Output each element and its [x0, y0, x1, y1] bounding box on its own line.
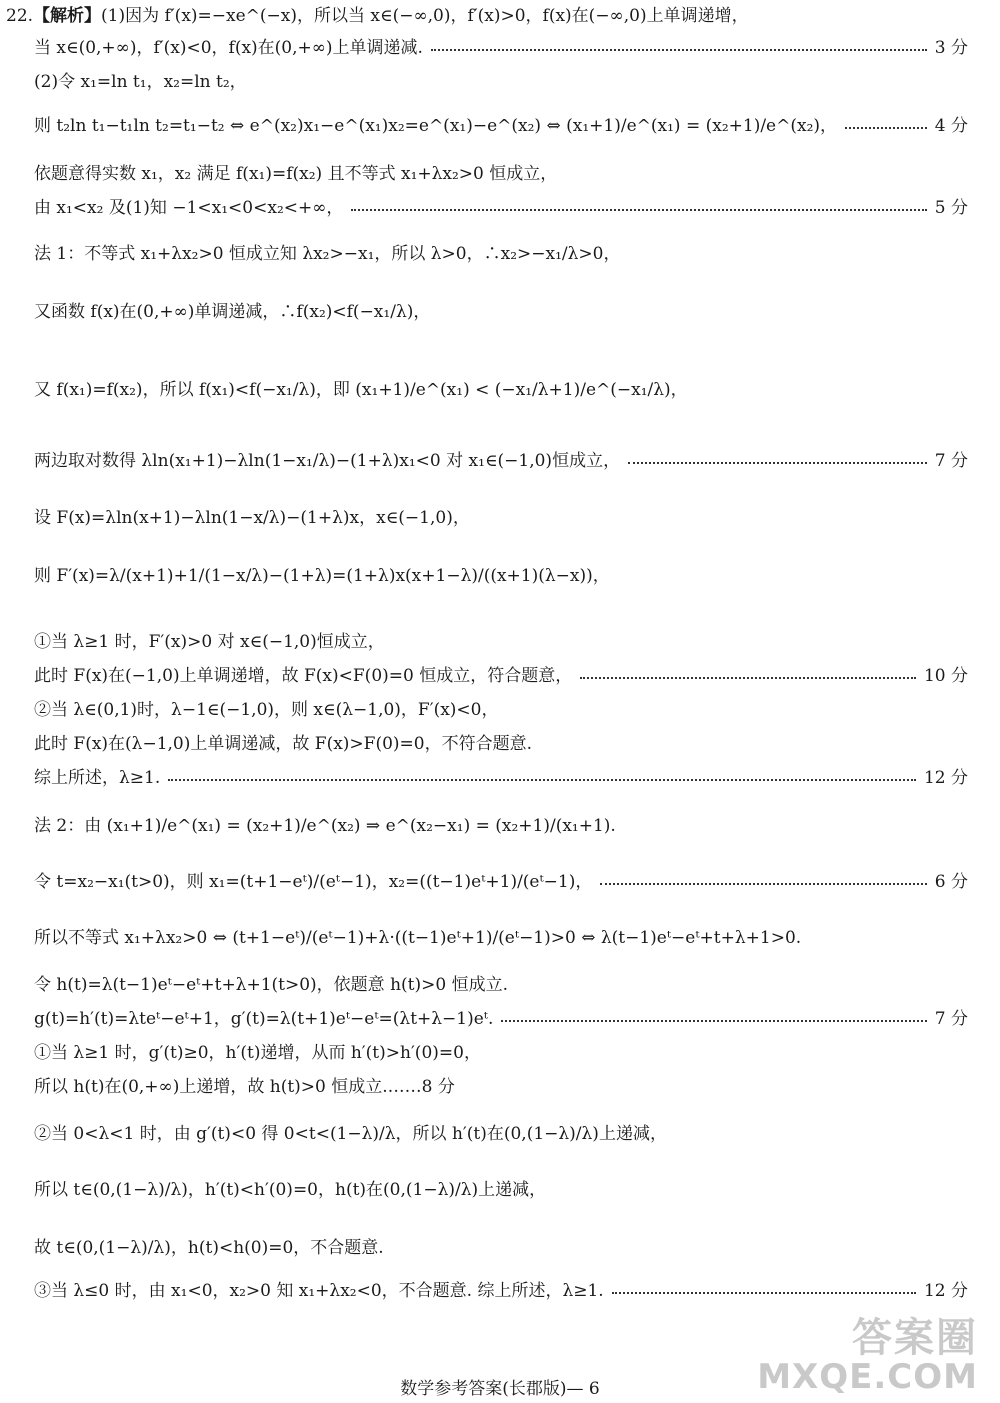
line-text: ②当 λ∈(0,1)时，λ−1∈(−1,0)，则 x∈(λ−1,0)，F′(x)<0，	[34, 700, 499, 720]
solution-line-24	[34, 1075, 968, 1099]
dotted-leader	[501, 1020, 926, 1022]
solution-line-13	[34, 630, 968, 654]
score-mark: 10 分	[923, 666, 968, 686]
solution-line-27	[34, 1234, 968, 1262]
line-text: 所以不等式 x₁+λx₂>0 ⇔ (t+1−eᵗ)/(eᵗ−1)+λ·((t−1)eᵗ+1)/(eᵗ−1)>0 ⇔ λ(t−1)eᵗ−eᵗ+t+λ+1>0.	[34, 928, 802, 948]
solution-line-28	[34, 1279, 968, 1303]
line-text: ②当 0<λ<1 时，由 g′(t)<0 得 0<t<(1−λ)/λ，所以 h′(t)在(0,(1−λ)/λ)上递减，	[34, 1124, 667, 1144]
analysis-header: 【解析】	[33, 6, 102, 26]
line-text: 法 2：由 (x₁+1)/e^(x₁) = (x₂+1)/e^(x₂) ⇒ e^(x₂−x₁) = (x₂+1)/(x₁+1).	[34, 816, 616, 836]
score-mark: 6 分	[934, 872, 968, 892]
solution-line-6	[34, 196, 968, 220]
solution-line-5	[34, 162, 968, 186]
dotted-leader	[628, 462, 927, 464]
line-text: 又 f(x₁)=f(x₂)，所以 f(x₁)<f(−x₁/λ)，即 (x₁+1)/e^(x₁) < (−x₁/λ+1)/e^(−x₁/λ)，	[34, 380, 688, 400]
solution-line-19	[34, 868, 968, 896]
dotted-leader	[580, 677, 916, 679]
score-mark: 3 分	[934, 38, 968, 58]
line-text: 所以 t∈(0,(1−λ)/λ)，h′(t)<h′(0)=0，h(t)在(0,(1−λ)/λ)上递减，	[34, 1180, 547, 1200]
line-text: 综上所述，λ≥1.	[34, 768, 161, 788]
solution-line-3	[34, 70, 968, 94]
page-footer: 数学参考答案(长郡版)— 6	[400, 1379, 600, 1399]
line-text: 两边取对数得 λln(x₁+1)−λln(1−x₁/λ)−(1+λ)x₁<0 对 x₁∈(−1,0)恒成立，	[34, 451, 621, 471]
solution-line-18	[34, 812, 968, 840]
line-text: ①当 λ≥1 时，g′(t)≥0，h′(t)递增，从而 h′(t)>h′(0)=0，	[34, 1043, 481, 1063]
score-mark: 5 分	[934, 198, 968, 218]
solution-line-7	[34, 240, 968, 268]
solution-line-17	[34, 766, 968, 790]
solution-line-8	[34, 298, 968, 326]
dotted-leader	[845, 127, 927, 129]
line-text: 则 t₂ln t₁−t₁ln t₂=t₁−t₂ ⇔ e^(x₂)x₁−e^(x₁)x₂=e^(x₁)−e^(x₂) ⇔ (x₁+1)/e^(x₁) = (x₂+1)/e^(x₂)，	[34, 116, 838, 136]
score-mark: 4 分	[934, 116, 968, 136]
line-text: 设 F(x)=λln(x+1)−λln(1−x/λ)−(1+λ)x，x∈(−1,0)，	[34, 508, 470, 528]
watermark-text-top: 答案圈	[852, 1315, 978, 1361]
score-mark: 7 分	[934, 451, 968, 471]
line-text: 此时 F(x)在(−1,0)上单调递增，故 F(x)<F(0)=0 恒成立，符合题意，	[34, 666, 573, 686]
line-text: ③当 λ≤0 时，由 x₁<0，x₂>0 知 x₁+λx₂<0，不合题意. 综上所述，λ≥1.	[34, 1281, 604, 1301]
dotted-leader	[600, 883, 926, 885]
dotted-leader	[612, 1292, 916, 1294]
line-text: 所以 h(t)在(0,+∞)上递增，故 h(t)>0 恒成立.……8 分	[34, 1077, 455, 1097]
line-text: 令 h(t)=λ(t−1)eᵗ−eᵗ+t+λ+1(t>0)，依题意 h(t)>0 恒成立.	[34, 975, 508, 995]
solution-line-26	[34, 1176, 968, 1204]
solution-line-15	[34, 698, 968, 722]
line-text: 则 F′(x)=λ/(x+1)+1/(1−x/λ)−(1+λ)=(1+λ)x(x+1−λ)/((x+1)(λ−x))，	[34, 566, 610, 586]
solution-line-21	[34, 973, 968, 997]
score-mark: 12 分	[923, 1281, 968, 1301]
solution-line-12	[34, 562, 968, 590]
solution-line-25	[34, 1120, 968, 1148]
solution-line-2	[34, 36, 968, 60]
line-text: 由 x₁<x₂ 及(1)知 −1<x₁<0<x₂<+∞，	[34, 198, 344, 218]
line-text: ①当 λ≥1 时，F′(x)>0 对 x∈(−1,0)恒成立，	[34, 632, 385, 652]
dotted-leader	[168, 779, 916, 781]
line-text: 当 x∈(0,+∞)，f′(x)<0，f(x)在(0,+∞)上单调递减.	[34, 38, 423, 58]
line-text: 令 t=x₂−x₁(t>0)，则 x₁=(t+1−eᵗ)/(eᵗ−1)，x₂=((t−1)eᵗ+1)/(eᵗ−1)，	[34, 872, 593, 892]
watermark-logo	[757, 1315, 978, 1397]
score-mark: 12 分	[923, 768, 968, 788]
dotted-leader	[431, 49, 927, 51]
solution-line-22	[34, 1007, 968, 1031]
dotted-leader	[351, 209, 926, 211]
score-mark: 7 分	[934, 1009, 968, 1029]
solution-line-9	[34, 376, 968, 404]
line-text: 故 t∈(0,(1−λ)/λ)，h(t)<h(0)=0，不合题意.	[34, 1238, 384, 1258]
solution-line-10	[34, 447, 968, 475]
watermark-text-bottom: MXQE.COM	[757, 1357, 978, 1397]
solution-line-14	[34, 664, 968, 688]
solution-line-20	[34, 924, 968, 952]
line-text: 又函数 f(x)在(0,+∞)单调递减，∴f(x₂)<f(−x₁/λ)，	[34, 302, 431, 322]
line-text: (2)令 x₁=ln t₁，x₂=ln t₂，	[34, 72, 247, 92]
line-text: 依题意得实数 x₁，x₂ 满足 f(x₁)=f(x₂) 且不等式 x₁+λx₂>0 恒成立，	[34, 164, 558, 184]
line-text: 法 1：不等式 x₁+λx₂>0 恒成立知 λx₂>−x₁，所以 λ>0，∴x₂>−x₁/λ>0，	[34, 244, 621, 264]
line-text: 此时 F(x)在(λ−1,0)上单调递减，故 F(x)>F(0)=0，不符合题意.	[34, 734, 533, 754]
line-text: g(t)=h′(t)=λteᵗ−eᵗ+1，g′(t)=λ(t+1)eᵗ−eᵗ=(λt+λ−1)eᵗ.	[34, 1009, 494, 1029]
problem-number: 22.	[6, 6, 34, 26]
solution-line-1	[6, 4, 968, 28]
solution-line-23	[34, 1041, 968, 1065]
solution-line-16	[34, 732, 968, 756]
line-text: (1)因为 f′(x)=−xe^(−x)，所以当 x∈(−∞,0)，f′(x)>0，f(x)在(−∞,0)上单调递增，	[101, 6, 749, 26]
solution-line-11	[34, 504, 968, 532]
solution-line-4	[34, 112, 968, 140]
